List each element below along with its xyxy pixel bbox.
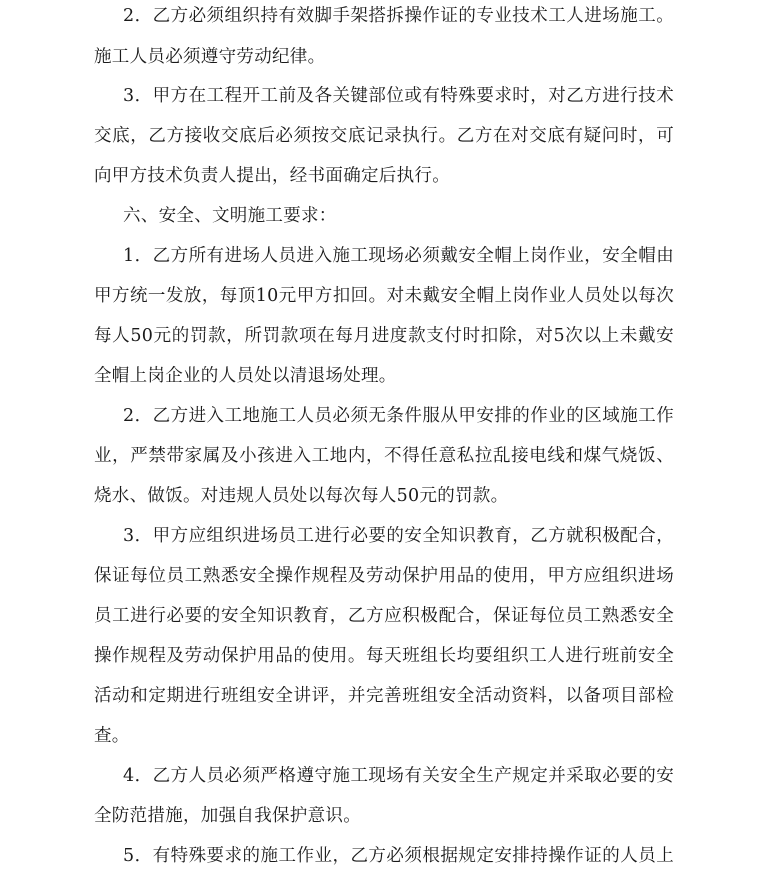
clause-5-3-line-3: 向甲方技术负责人提出，经书面确定后执行。 xyxy=(94,166,450,186)
clause-5-3-line-2: 交底，乙方接收交底后必须按交底记录执行。乙方在对交底有疑问时，可 xyxy=(94,126,674,146)
clause-6-2-line-2: 业，严禁带家属及小孩进入工地内，不得任意私拉乱接电线和煤气烧饭、 xyxy=(94,446,674,466)
clause-6-1-line-2: 甲方统一发放，每顶10元甲方扣回。对未戴安全帽上岗作业人员处以每次 xyxy=(94,286,674,306)
clause-6-1-line-3: 每人50元的罚款，所罚款项在每月进度款支付时扣除，对5次以上未戴安 xyxy=(94,326,674,346)
clause-6-3-line-2: 保证每位员工熟悉安全操作规程及劳动保护用品的使用，甲方应组织进场 xyxy=(94,566,674,586)
clause-6-2-line-3: 烧水、做饭。对违规人员处以每次每人50元的罚款。 xyxy=(94,486,509,506)
clause-6-4-line-2: 全防范措施，加强自我保护意识。 xyxy=(94,806,361,826)
clause-6-3-line-5: 活动和定期进行班组安全讲评，并完善班组安全活动资料，以备项目部检 xyxy=(94,686,674,706)
clause-6-1-line-1: 1．乙方所有进场人员进入施工现场必须戴安全帽上岗作业，安全帽由 xyxy=(123,246,674,266)
clause-6-3-line-4: 操作规程及劳动保护用品的使用。每天班组长均要组织工人进行班前安全 xyxy=(94,646,674,666)
clause-5-3-line-1: 3．甲方在工程开工前及各关键部位或有特殊要求时，对乙方进行技术 xyxy=(123,86,674,106)
clause-6-4-line-1: 4．乙方人员必须严格遵守施工现场有关安全生产规定并采取必要的安 xyxy=(123,766,674,786)
clause-6-3-line-6: 查。 xyxy=(94,726,130,746)
clause-6-2-line-1: 2．乙方进入工地施工人员必须无条件服从甲安排的作业的区域施工作 xyxy=(123,406,674,426)
clause-5-2-line-2: 施工人员必须遵守劳动纪律。 xyxy=(94,47,326,67)
clause-5-2-line-1: 2．乙方必须组织持有效脚手架搭拆操作证的专业技术工人进场施工。 xyxy=(123,6,674,26)
section-heading-safety: 六、安全、文明施工要求： xyxy=(123,206,337,226)
clause-6-1-line-4: 全帽上岗企业的人员处以清退场处理。 xyxy=(94,366,397,386)
clause-6-3-line-3: 员工进行必要的安全知识教育，乙方应积极配合，保证每位员工熟悉安全 xyxy=(94,606,674,626)
clause-6-5-line-1: 5．有特殊要求的施工作业，乙方必须根据规定安排持操作证的人员上 xyxy=(123,846,674,866)
clause-6-3-line-1: 3．甲方应组织进场员工进行必要的安全知识教育，乙方就积极配合， xyxy=(123,526,674,546)
